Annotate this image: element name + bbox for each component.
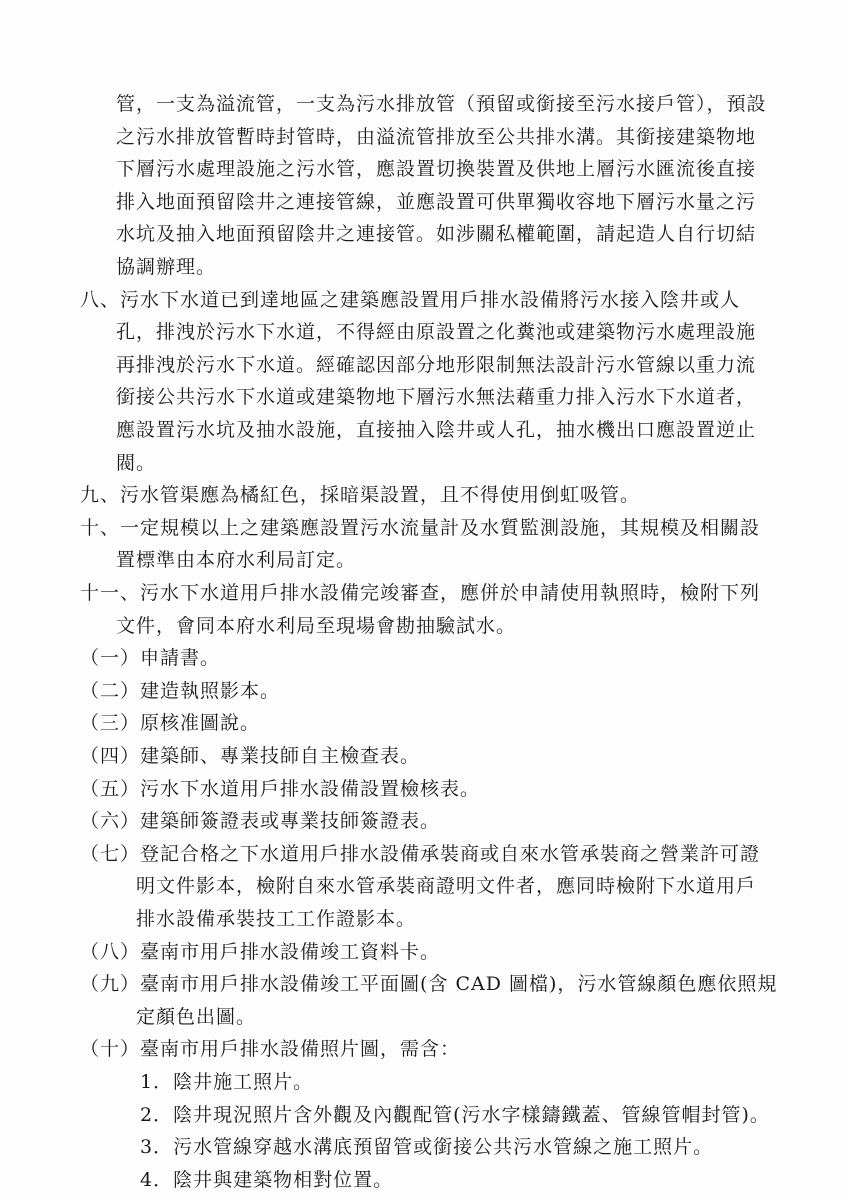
paragraph-line: 銜接公共污水下水道或建築物地下層污水無法藉重力排入污水下水道者，: [116, 386, 757, 409]
photo-item-3: 3．污水管線穿越水溝底預留管或銜接公共污水管線之施工照片。: [140, 1136, 714, 1159]
item-11-heading: 十一、污水下水道用戶排水設備完竣審查，應併於申請使用執照時，檢附下列: [80, 582, 761, 604]
paragraph-line: 協調辦理。: [116, 256, 217, 278]
paragraph-line: 應設置污水坑及抽水設施，直接抽入陰井或人孔，抽水機出口應設置逆止: [116, 419, 757, 441]
sub-item-6: （六）建築師簽證表或專業技師簽證表。: [80, 810, 441, 833]
sub-item-8: （八）臺南市用戶排水設備竣工資料卡。: [80, 940, 441, 963]
paragraph-line: 水坑及抽入地面預留陰井之連接管。如涉關私權範圍，請起造人自行切結: [116, 223, 757, 246]
photo-item-4: 4．陰井與建築物相對位置。: [140, 1168, 394, 1191]
sub-item-4: （四）建築師、專業技師自主檢查表。: [80, 745, 421, 767]
item-10-heading: 十、一定規模以上之建築應設置污水流量計及水質監測設施，其規模及相關設: [80, 516, 761, 539]
sub-item-10: （十）臺南市用戶排水設備照片圖，需含：: [80, 1038, 461, 1061]
paragraph-line: 再排洩於污水下水道。經確認因部分地形限制無法設計污水管線以重力流: [116, 353, 757, 376]
item-9: 九、污水管渠應為橘紅色，採暗渠設置，且不得使用倒虹吸管。: [80, 484, 641, 507]
paragraph-line: 排入地面預留陰井之連接管線，並應設置可供單獨收容地下層污水量之污: [116, 190, 757, 213]
sub-item-9: （九）臺南市用戶排水設備竣工平面圖(含 CAD 圖檔)，污水管線顏色應依照規: [80, 973, 778, 996]
paragraph-line: 排水設備承裝技工工作證影本。: [136, 908, 417, 930]
paragraph-line: 置標準由本府水利局訂定。: [116, 549, 357, 572]
photo-item-1: 1．陰井施工照片。: [140, 1071, 314, 1093]
paragraph-line: 文件，會同本府水利局至現場會勘抽驗試水。: [116, 614, 517, 637]
paragraph-line: 閥。: [116, 451, 157, 474]
paragraph-line: 明文件影本，檢附自來水管承裝商證明文件者，應同時檢附下水道用戶: [136, 875, 757, 898]
paragraph-line: 之污水排放管暫時封管時，由溢流管排放至公共排水溝。其銜接建築物地: [116, 125, 757, 148]
paragraph-line: 下層污水處理設施之污水管，應設置切換裝置及供地上層污水匯流後直接: [116, 158, 757, 181]
sub-item-5: （五）污水下水道用戶排水設備設置檢核表。: [80, 777, 481, 800]
paragraph-line: 孔，排洩於污水下水道，不得經由原設置之化糞池或建築物污水處理設施: [116, 321, 757, 344]
item-8-heading: 八、污水下水道已到達地區之建築應設置用戶排水設備將污水接入陰井或人: [80, 288, 741, 311]
paragraph-line: 定顏色出圖。: [136, 1005, 257, 1028]
sub-item-1: （一）申請書。: [80, 647, 221, 670]
paragraph-line: 管，一支為溢流管，一支為污水排放管（預留或銜接至污水接戶管），預設: [116, 93, 767, 115]
sub-item-3: （三）原核准圖說。: [80, 712, 261, 735]
sub-item-2: （二）建造執照影本。: [80, 679, 281, 702]
sub-item-7: （七）登記合格之下水道用戶排水設備承裝商或自來水管承裝商之營業許可證: [80, 842, 761, 865]
photo-item-2: 2．陰井現況照片含外觀及內觀配管(污水字樣鑄鐵蓋、管線管帽封管)。: [140, 1103, 770, 1126]
